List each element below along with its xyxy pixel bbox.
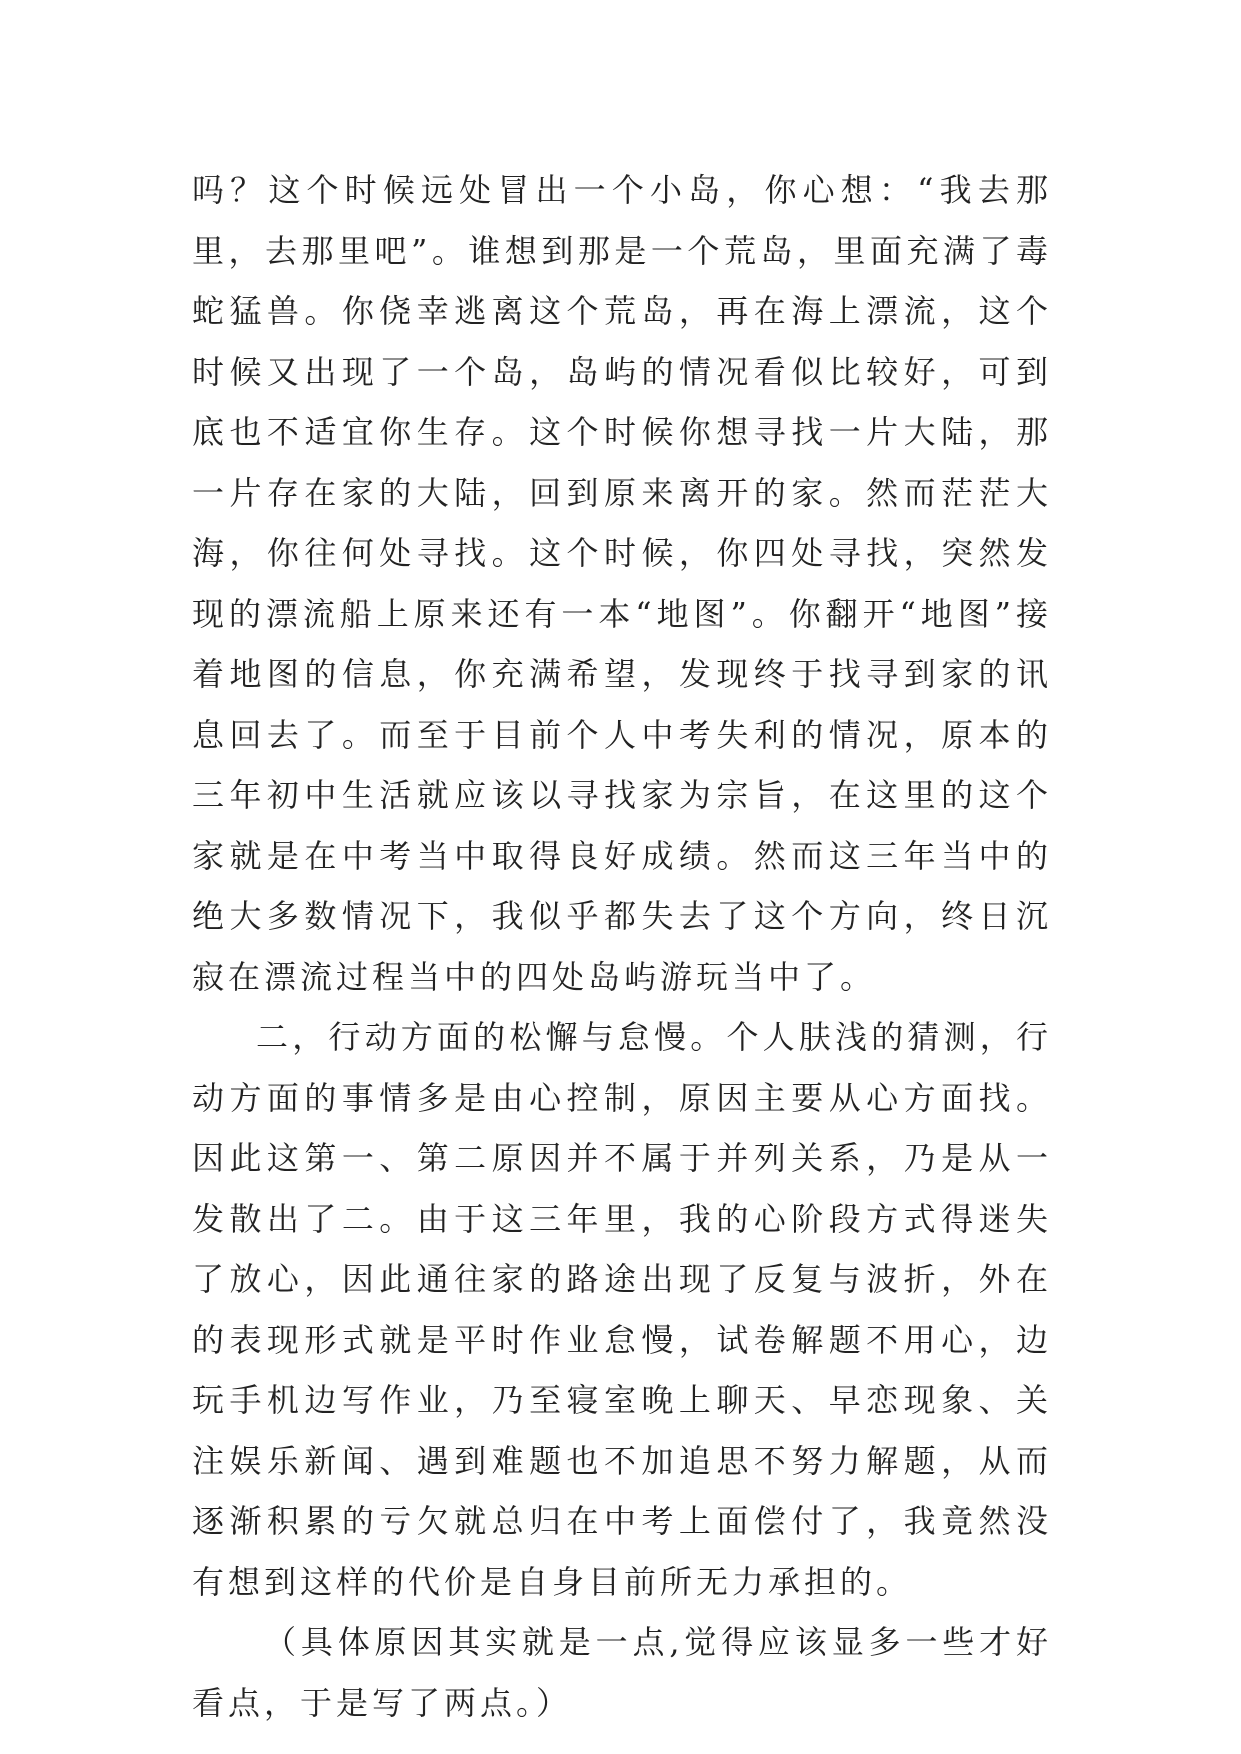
paragraph-note: （具体原因其实就是一点,觉得应该显多一些才好看点，于是写了两点。） (192, 1623, 1052, 1722)
paragraph-second-reason: 二，行动方面的松懈与怠慢。个人肤浅的猜测，行动方面的事情多是由心控制，原因主要从心方面找。因此这第一、第二原因并不属于并列关系，乃是从一发散出了二。由于这三年里，我的心阶段方式得迷失了放心，因此通往家的路途出现了反复与波折，外在的表现形式就是平时作业怠慢，试卷解题不用心，边玩手机边写作业，乃至寝室晚上聊天、早恋现象、关注娱乐新闻、遇到难题也不加追思不努力解题，从而逐渐积累的亏欠就总归在中考上面偿付了，我竟然没有想到这样的代价是自身目前所无力承担的。 (192, 1018, 1052, 1601)
body-text (192, 160, 1052, 1733)
paragraph-continuation: 吗？这个时候远处冒出一个小岛，你心想：“我去那里，去那里吧”。谁想到那是一个荒岛，里面充满了毒蛇猛兽。你侥幸逃离这个荒岛，再在海上漂流，这个时候又出现了一个岛，岛屿的情况看似比较好，可到底也不适宜你生存。这个时候你想寻找一片大陆，那一片存在家的大陆，回到原来离开的家。然而茫茫大海，你往何处寻找。这个时候，你四处寻找，突然发现的漂流船上原来还有一本“地图”。你翻开“地图”接着地图的信息，你充满希望，发现终于找寻到家的讯息回去了。而至于目前个人中考失利的情况，原本的三年初中生活就应该以寻找家为宗旨，在这里的这个家就是在中考当中取得良好成绩。然而这三年当中的绝大多数情况下，我似乎都失去了这个方向，终日沉寂在漂流过程当中的四处岛屿游玩当中了。 (192, 171, 1052, 996)
